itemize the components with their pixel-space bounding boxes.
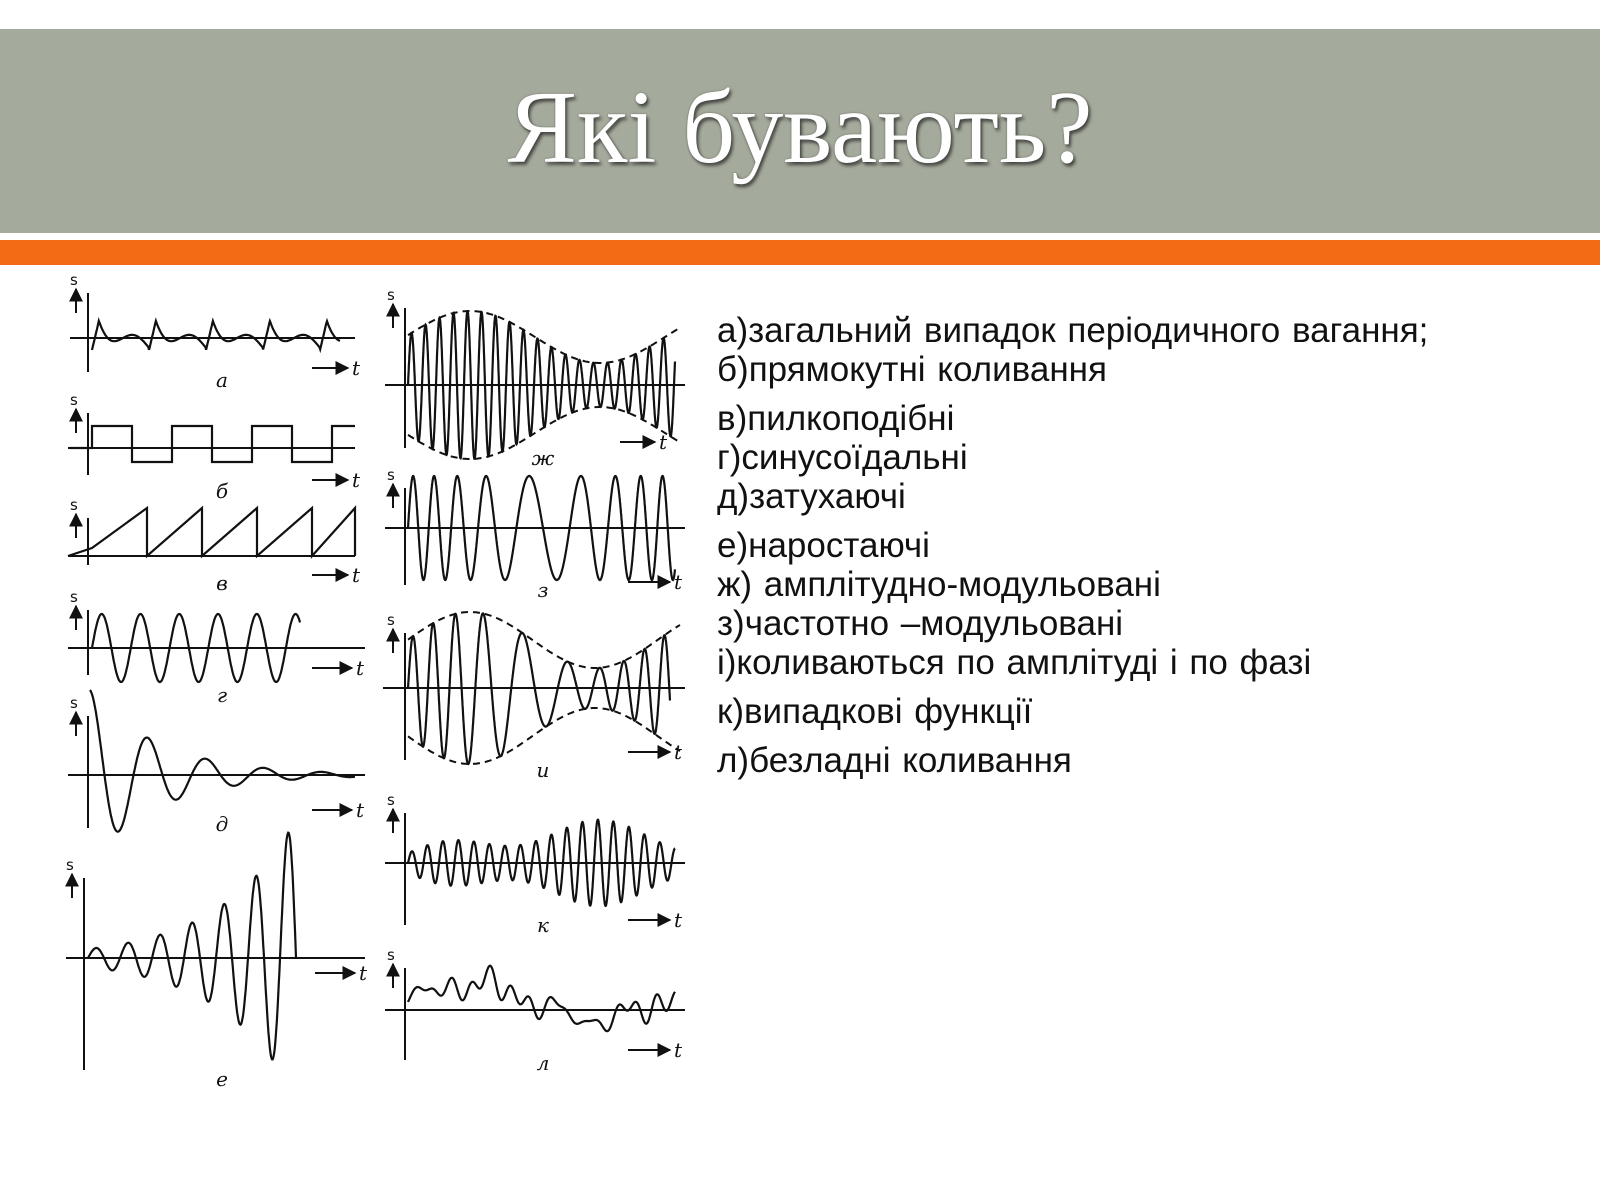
legend-item-zh: ж) амплітудно-модульовані [717,565,1161,604]
axis-s-label: s [70,496,78,514]
axis-s-label: s [70,588,78,606]
panel-z [385,466,685,602]
axis-t-label: t [659,430,668,454]
panel-label-i: и [536,758,550,782]
waveform-e [88,833,296,1060]
axis-t-label: t [352,563,361,587]
axis-t-label: t [356,798,365,822]
panel-e [66,833,368,1091]
axis-s-label: s [387,466,395,484]
waveform-a [92,321,340,350]
axis-t-label: t [674,908,683,932]
waveform-b [70,426,355,462]
axis-s-label: s [387,611,395,629]
legend-item-g: г)синусоїдальні [717,438,968,477]
panel-i [383,611,685,782]
axis-t-label: t [352,356,361,380]
axis-s-label: s [70,391,78,409]
panel-l [385,946,685,1075]
legend-item-z: з)частотно –модульовані [717,604,1124,643]
envelope-upper [408,612,680,668]
envelope-upper [408,311,680,363]
title-band [0,29,1600,233]
axis-s-label: s [66,856,74,874]
axis-t-label: t [674,740,683,764]
panel-label-z: з [537,578,549,602]
axis-t-label: t [352,468,361,492]
legend-item-a: а)загальний випадок періодичного вагання; [717,311,1429,350]
axis-s-label: s [387,286,395,304]
slide-title: Які бувають? [507,69,1093,185]
panel-g [68,588,365,707]
legend-item-b: б)прямокутні коливання [717,350,1107,389]
legend-item-i: і)коливаються по амплітуді і по фазі [717,643,1312,682]
axis-t-label: t [674,570,683,594]
panel-v [68,496,361,595]
panel-k [385,791,685,937]
panel-label-l: л [536,1051,550,1075]
panel-label-zh: ж [531,446,555,470]
legend-item-k: к)випадкові функції [717,692,1033,731]
legend [717,311,1517,780]
panel-label-k: к [537,913,549,937]
legend-item-e: е)наростаючі [717,526,930,565]
oscillation-diagram [0,270,700,1100]
axis-s-label: s [70,271,78,289]
panel-label-v: в [216,571,228,595]
waveform-v [68,508,355,556]
panel-label-e: е [216,1067,228,1091]
legend-item-d: д)затухаючі [717,477,906,516]
panel-label-a: а [216,368,228,392]
panel-b [68,391,361,503]
panel-label-b: б [215,479,229,503]
legend-item-l: л)безладні коливання [717,741,1072,780]
axis-t-label: t [674,1038,683,1062]
axis-s-label: s [387,791,395,809]
axis-s-label: s [387,946,395,964]
axis-t-label: t [356,656,365,680]
panel-label-g: г [216,683,228,707]
panel-a [70,271,361,392]
panel-zh [385,286,685,470]
panel-label-d: д [215,812,229,836]
axis-t-label: t [359,961,368,985]
accent-bar [0,240,1600,265]
legend-item-v: в)пилкоподібні [717,399,955,438]
panel-d [68,690,365,836]
waveform-l [408,966,675,1031]
axis-s-label: s [70,694,78,712]
